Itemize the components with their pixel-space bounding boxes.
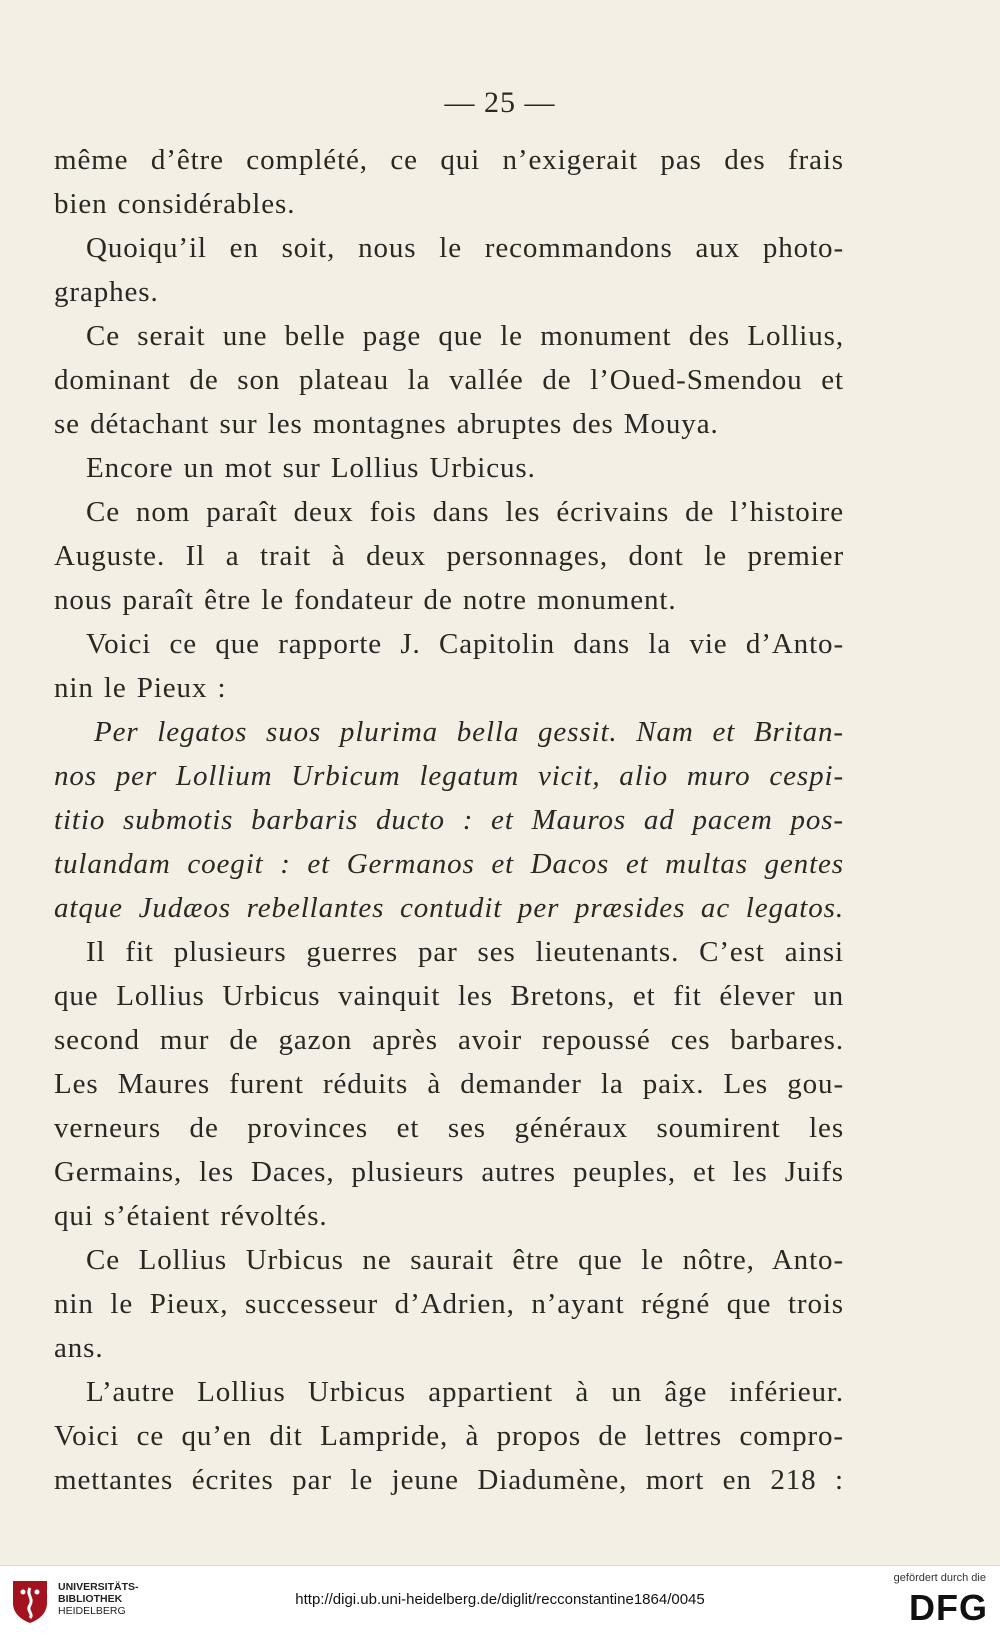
text-line: Voici ce qu’en dit Lampride, à propos de lettres compro- (54, 1420, 844, 1452)
library-name-line3: HEIDELBERG (58, 1605, 126, 1617)
library-name-line1: UNIVERSITÄTS- (58, 1581, 139, 1593)
text-line: bien considérables. (54, 188, 296, 220)
quotation-line: tulandam coegit : et Germanos et Dacos et multas gentes (54, 848, 844, 880)
quotation-line: Per legatos suos plurima bella gessit. Nam et Britan- (94, 716, 844, 748)
text-line: graphes. (54, 276, 159, 308)
text-line: Ce Lollius Urbicus ne saurait être que le nôtre, Anto- (86, 1244, 844, 1276)
text-line: qui s’étaient révoltés. (54, 1200, 328, 1232)
text-line: ans. (54, 1332, 104, 1364)
quotation-line: titio submotis barbaris ducto : et Mauros ad pacem pos- (54, 804, 844, 836)
permalink-url[interactable]: http://digi.ub.uni-heidelberg.de/diglit/recconstantine1864/0045 (295, 1591, 705, 1608)
text-line: mettantes écrites par le jeune Diadumène, mort en 218 : (54, 1464, 844, 1496)
page-number: — 25 — (444, 86, 556, 119)
quotation-line: nos per Lollium Urbicum legatum vicit, alio muro cespi- (54, 760, 844, 792)
text-line: Voici ce que rapporte J. Capitolin dans la vie d’Anto- (86, 628, 844, 660)
text-line: Ce nom paraît deux fois dans les écrivains de l’histoire (86, 496, 844, 528)
text-line: Quoiqu’il en soit, nous le recommandons aux photo- (86, 232, 844, 264)
text-line: L’autre Lollius Urbicus appartient à un âge inférieur. (86, 1376, 844, 1408)
text-line: nin le Pieux, successeur d’Adrien, n’ayant régné que trois (54, 1288, 844, 1320)
text-line: nous paraît être le fondateur de notre monument. (54, 584, 677, 616)
text-line: Les Maures furent réduits à demander la paix. Les gou- (54, 1068, 844, 1100)
text-line: Ce serait une belle page que le monument des Lollius, (86, 320, 844, 352)
text-line: Auguste. Il a trait à deux personnages, dont le premier (54, 540, 844, 572)
library-name-line2: BIBLIOTHEK (58, 1593, 123, 1605)
body-text (54, 138, 844, 1502)
text-line: Germains, les Daces, plusieurs autres peuples, et les Juifs (54, 1156, 844, 1188)
text-line: verneurs de provinces et ses généraux soumirent les (54, 1112, 844, 1144)
footer-bar (0, 1565, 1000, 1635)
quotation-line: atque Judæos rebellantes contudit per præsides ac legatos. (54, 892, 844, 924)
text-line: même d’être complété, ce qui n’exigerait pas des frais (54, 144, 844, 176)
dfg-logo: DFG (909, 1587, 988, 1628)
text-line: Encore un mot sur Lollius Urbicus. (86, 452, 536, 484)
funding-caption: gefördert durch die (893, 1572, 986, 1584)
text-line: dominant de son plateau la vallée de l’Oued-Smendou et (54, 364, 844, 396)
text-line: se détachant sur les montagnes abruptes des Mouya. (54, 408, 719, 440)
text-line: Il fit plusieurs guerres par ses lieutenants. C’est ainsi (86, 936, 844, 968)
text-line: nin le Pieux : (54, 672, 227, 704)
text-line: second mur de gazon après avoir repoussé ces barbares. (54, 1024, 844, 1056)
text-line: que Lollius Urbicus vainquit les Bretons, et fit élever un (54, 980, 844, 1012)
